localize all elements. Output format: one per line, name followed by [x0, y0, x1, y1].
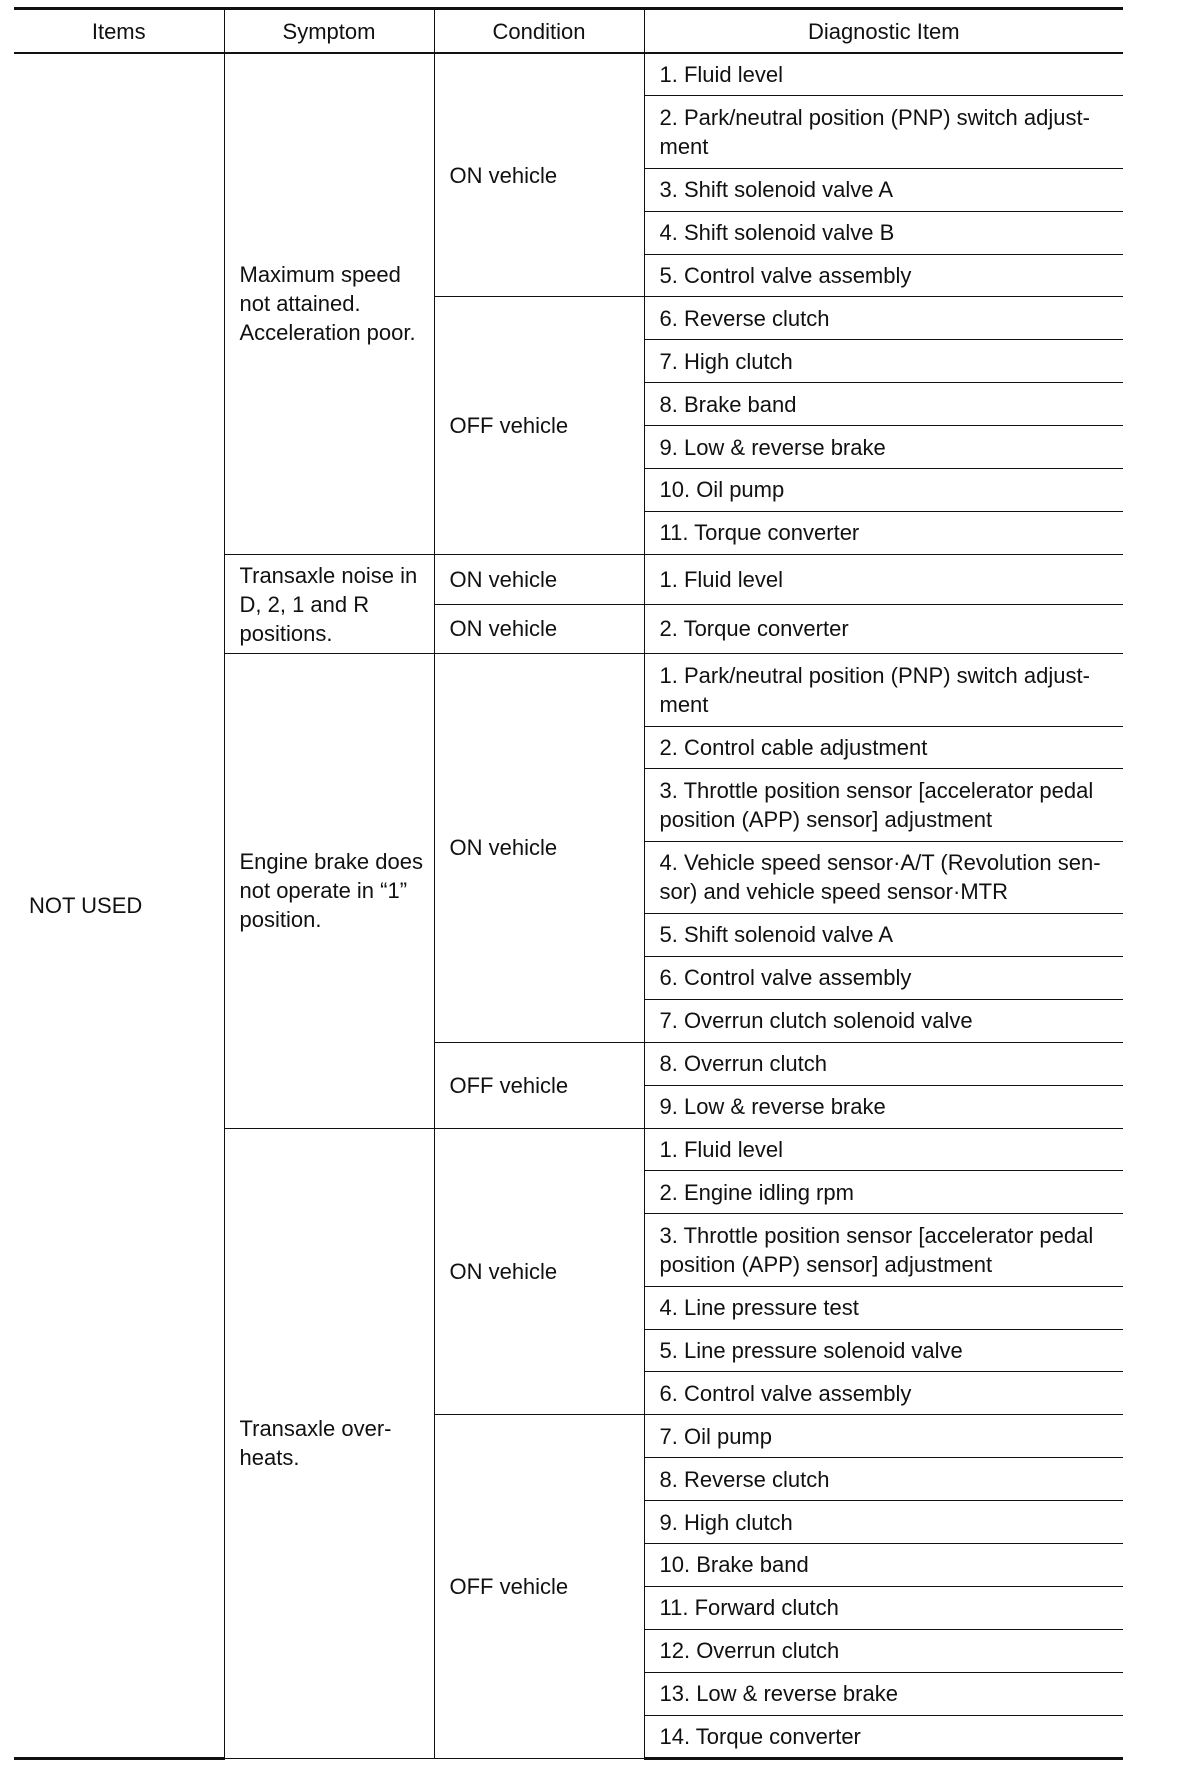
diagnostic-item-cell: 7. High clutch [644, 340, 1123, 383]
header-row [14, 9, 1123, 54]
condition-cell: ON vehicle [434, 1128, 644, 1415]
table-row [14, 53, 1123, 96]
diagnostic-item-cell: 3. Throttle position sensor [accelerator pedal position (APP) sensor] adjustment [644, 769, 1123, 841]
diagnostic-item-cell: 10. Oil pump [644, 469, 1123, 512]
diagnostic-item-cell: 8. Brake band [644, 383, 1123, 426]
diagnostic-item-cell: 11. Forward clutch [644, 1586, 1123, 1629]
diagnostic-item-cell: 14. Torque converter [644, 1715, 1123, 1758]
diagnostic-item-cell: 10. Brake band [644, 1544, 1123, 1587]
header-symptom: Symptom [224, 9, 434, 54]
diagnostic-item-cell: 7. Oil pump [644, 1415, 1123, 1458]
diagnostic-item-cell: 8. Overrun clutch [644, 1042, 1123, 1085]
condition-cell: ON vehicle [434, 654, 644, 1042]
symptom-cell: Transaxle over-heats. [224, 1128, 434, 1759]
table-body [14, 53, 1123, 1759]
diagnostic-item-cell: 1. Fluid level [644, 1128, 1123, 1171]
diagnostic-item-cell: 9. Low & reverse brake [644, 426, 1123, 469]
diagnostic-item-cell: 4. Line pressure test [644, 1286, 1123, 1329]
condition-cell: ON vehicle [434, 554, 644, 604]
diagnostic-item-cell: 1. Fluid level [644, 554, 1123, 604]
header-items: Items [14, 9, 224, 54]
diagnostic-item-cell: 4. Vehicle speed sensor·A/T (Revolution sen-sor) and vehicle speed sensor·MTR [644, 841, 1123, 913]
diagnostic-item-cell: 5. Line pressure solenoid valve [644, 1329, 1123, 1372]
condition-cell: ON vehicle [434, 604, 644, 654]
diagnostic-item-cell: 4. Shift solenoid valve B [644, 211, 1123, 254]
diagnostic-item-cell: 5. Shift solenoid valve A [644, 913, 1123, 956]
diagnostic-item-cell: 6. Reverse clutch [644, 297, 1123, 340]
diagnostic-item-cell: 5. Control valve assembly [644, 254, 1123, 297]
items-cell: NOT USED [14, 53, 224, 1759]
diagnostic-item-cell: 3. Throttle position sensor [accelerator pedal position (APP) sensor] adjustment [644, 1214, 1123, 1286]
diagnostic-item-cell: 13. Low & reverse brake [644, 1672, 1123, 1715]
diagnostic-item-cell: 9. High clutch [644, 1501, 1123, 1544]
diagnostic-item-cell: 2. Engine idling rpm [644, 1171, 1123, 1214]
condition-cell: OFF vehicle [434, 297, 644, 554]
header-diagnostic-item: Diagnostic Item [644, 9, 1123, 54]
condition-cell: OFF vehicle [434, 1415, 644, 1759]
diagnostic-table [14, 7, 1123, 1760]
diagnostic-item-cell: 2. Torque converter [644, 604, 1123, 654]
condition-cell: OFF vehicle [434, 1042, 644, 1128]
diagnostic-item-cell: 9. Low & reverse brake [644, 1085, 1123, 1128]
diagnostic-item-cell: 8. Reverse clutch [644, 1458, 1123, 1501]
condition-cell: ON vehicle [434, 53, 644, 297]
diagnostic-item-cell: 12. Overrun clutch [644, 1629, 1123, 1672]
diagnostic-item-cell: 7. Overrun clutch solenoid valve [644, 999, 1123, 1042]
diagnostic-item-cell: 6. Control valve assembly [644, 956, 1123, 999]
diagnostic-item-cell: 6. Control valve assembly [644, 1372, 1123, 1415]
diagnostic-item-cell: 1. Fluid level [644, 53, 1123, 96]
symptom-cell: Transaxle noise in D, 2, 1 and R positions. [224, 554, 434, 653]
diagnostic-item-cell: 2. Control cable adjustment [644, 726, 1123, 769]
diagnostic-item-cell: 2. Park/neutral position (PNP) switch adjust-ment [644, 96, 1123, 168]
diagnostic-item-cell: 11. Torque converter [644, 511, 1123, 554]
diagnostic-item-cell: 1. Park/neutral position (PNP) switch adjust-ment [644, 654, 1123, 726]
diagnostic-item-cell: 3. Shift solenoid valve A [644, 168, 1123, 211]
symptom-cell: Maximum speed not attained. Acceleration poor. [224, 53, 434, 554]
symptom-cell: Engine brake does not operate in “1” position. [224, 654, 434, 1128]
header-condition: Condition [434, 9, 644, 54]
